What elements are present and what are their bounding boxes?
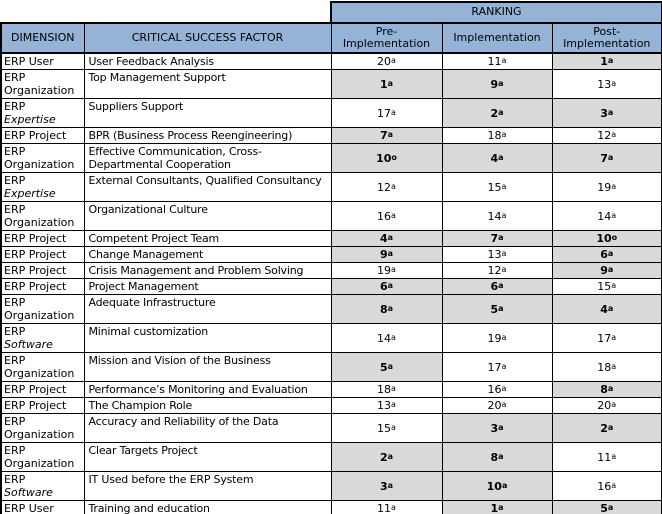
dimension-cell xyxy=(1,263,84,279)
ordinal-superscript: a xyxy=(607,383,614,393)
dimension-cell xyxy=(1,144,84,173)
ordinal-superscript: a xyxy=(391,264,396,274)
table-row xyxy=(1,324,662,353)
table-row xyxy=(1,128,662,144)
ordinal-superscript: a xyxy=(391,383,396,393)
table-row xyxy=(1,382,662,398)
rank-pre-cell: 5$^a$ xyxy=(331,353,442,382)
ordinal-superscript: a xyxy=(611,181,617,191)
dimension-cell xyxy=(1,398,84,414)
rank-post-cell: 17$^a$ xyxy=(552,324,662,353)
ordinal-superscript: a xyxy=(391,55,396,65)
dimension-prefix: ERP xyxy=(4,100,26,113)
column-header-row xyxy=(1,23,662,53)
ordinal-superscript: a xyxy=(501,361,507,371)
dimension-prefix: ERP xyxy=(4,232,26,245)
dimension-name: Project xyxy=(28,129,67,142)
rank-implementation-cell: 8$^a$ xyxy=(442,443,552,472)
table-row xyxy=(1,231,662,247)
rank-implementation-cell: 2$^a$ xyxy=(442,99,552,128)
ordinal-superscript: a xyxy=(607,55,614,65)
dimension-prefix: ERP xyxy=(4,129,26,142)
factor-cell: Project Management xyxy=(84,279,331,295)
ordinal-superscript: o xyxy=(611,232,618,242)
ordinal-superscript: o xyxy=(391,152,397,162)
ordinal-superscript: a xyxy=(387,280,394,290)
dimension-cell xyxy=(1,353,84,382)
ordinal-superscript: a xyxy=(611,480,617,490)
rank-implementation-cell: 7$^a$ xyxy=(442,231,552,247)
rank-implementation-cell: 12$^a$ xyxy=(442,263,552,279)
ordinal-superscript: a xyxy=(501,383,507,393)
ordinal-superscript: a xyxy=(391,181,396,191)
dimension-cell xyxy=(1,247,84,263)
factor-cell: Clear Targets Project xyxy=(84,443,331,472)
dimension-prefix: ERP xyxy=(4,71,26,84)
rank-implementation-cell: 17$^a$ xyxy=(442,353,552,382)
ordinal-superscript: a xyxy=(501,181,507,191)
dimension-name: Organization xyxy=(4,457,75,470)
dimension-name: Project xyxy=(28,399,67,412)
factor-cell: Performance’s Monitoring and Evaluation xyxy=(84,382,331,398)
rank-post-cell: 13$^a$ xyxy=(552,70,662,99)
rank-pre-cell: 12$^a$ xyxy=(331,173,442,202)
dimension-prefix: ERP xyxy=(4,280,26,293)
dimension-name: Project xyxy=(28,264,67,277)
ordinal-superscript: a xyxy=(611,210,617,220)
ordinal-superscript: a xyxy=(387,451,394,461)
dimension-cell xyxy=(1,443,84,472)
rank-implementation-cell: 6$^a$ xyxy=(442,279,552,295)
ordinal-superscript: a xyxy=(391,107,396,117)
rank-pre-cell: 3$^a$ xyxy=(331,472,442,501)
table-row xyxy=(1,414,662,443)
rank-post-cell: 15$^a$ xyxy=(552,279,662,295)
ordinal-superscript: a xyxy=(607,248,614,258)
rank-implementation-cell: 19$^a$ xyxy=(442,324,552,353)
dimension-prefix: ERP xyxy=(4,473,26,486)
ordinal-superscript: a xyxy=(607,502,614,512)
dimension-cell xyxy=(1,99,84,128)
ordinal-superscript: a xyxy=(391,332,396,342)
table-header xyxy=(1,2,662,53)
table-row xyxy=(1,353,662,382)
dimension-prefix: ERP xyxy=(4,174,26,187)
factor-cell: Organizational Culture xyxy=(84,202,331,231)
rank-post-cell: 19$^a$ xyxy=(552,173,662,202)
ordinal-superscript: a xyxy=(498,502,504,512)
table-row xyxy=(1,501,662,514)
rank-post-cell: 9$^a$ xyxy=(552,263,662,279)
ordinal-superscript: a xyxy=(611,451,617,461)
pre-implementation-column-header: Pre-Implementation xyxy=(331,23,442,53)
rank-post-cell: 16$^a$ xyxy=(552,472,662,501)
ordinal-superscript: a xyxy=(501,55,507,65)
rank-implementation-cell: 15$^a$ xyxy=(442,173,552,202)
dimension-name: Expertise xyxy=(4,113,56,126)
table-row xyxy=(1,443,662,472)
rank-implementation-cell: 16$^a$ xyxy=(442,382,552,398)
table-row xyxy=(1,247,662,263)
ordinal-superscript: a xyxy=(498,280,504,290)
ranking-group-row xyxy=(1,2,662,23)
ordinal-superscript: a xyxy=(498,422,504,432)
dimension-prefix: ERP xyxy=(4,415,26,428)
rank-implementation-cell: 20$^a$ xyxy=(442,398,552,414)
factor-cell: Minimal customization xyxy=(84,324,331,353)
ordinal-superscript: a xyxy=(391,422,396,432)
ordinal-superscript: a xyxy=(611,78,617,88)
factor-cell: Crisis Management and Problem Solving xyxy=(84,263,331,279)
rank-implementation-cell: 3$^a$ xyxy=(442,414,552,443)
ordinal-superscript: a xyxy=(611,332,617,342)
rank-implementation-cell: 9$^a$ xyxy=(442,70,552,99)
rank-pre-cell: 18$^a$ xyxy=(331,382,442,398)
dimension-prefix: ERP xyxy=(4,248,26,261)
table-row xyxy=(1,398,662,414)
rank-implementation-cell: 11$^a$ xyxy=(442,53,552,70)
ordinal-superscript: a xyxy=(607,152,614,162)
rank-post-cell: 3$^a$ xyxy=(552,99,662,128)
dimension-cell xyxy=(1,202,84,231)
dimension-prefix: ERP xyxy=(4,145,26,158)
dimension-cell xyxy=(1,128,84,144)
ordinal-superscript: a xyxy=(498,107,504,117)
dimension-cell xyxy=(1,501,84,514)
rank-post-cell: 7$^a$ xyxy=(552,144,662,173)
factor-cell: Mission and Vision of the Business xyxy=(84,353,331,382)
ordinal-superscript: a xyxy=(607,107,614,117)
factor-cell: Accuracy and Reliability of the Data xyxy=(84,414,331,443)
dimension-name: Organization xyxy=(4,309,75,322)
rank-post-cell: 8$^a$ xyxy=(552,382,662,398)
dimension-cell xyxy=(1,382,84,398)
ordinal-superscript: a xyxy=(611,399,617,409)
ordinal-superscript: a xyxy=(501,332,507,342)
dimension-cell xyxy=(1,324,84,353)
rank-pre-cell: 7$^a$ xyxy=(331,128,442,144)
table-row xyxy=(1,263,662,279)
dimension-prefix: ERP xyxy=(4,203,26,216)
rank-pre-cell: 2$^a$ xyxy=(331,443,442,472)
ordinal-superscript: a xyxy=(387,78,394,88)
rank-pre-cell: 17$^a$ xyxy=(331,99,442,128)
ordinal-superscript: a xyxy=(498,232,504,242)
factor-cell: Top Management Support xyxy=(84,70,331,99)
table-row xyxy=(1,202,662,231)
ordinal-superscript: a xyxy=(501,264,507,274)
ordinal-superscript: a xyxy=(501,399,507,409)
ordinal-superscript: a xyxy=(391,210,396,220)
ranking-group-header: RANKING xyxy=(331,2,662,23)
ordinal-superscript: a xyxy=(501,129,507,139)
rank-pre-cell: 10$^o$ xyxy=(331,144,442,173)
post-implementation-column-header: Post-Implementation xyxy=(552,23,662,53)
rank-pre-cell: 14$^a$ xyxy=(331,324,442,353)
factor-cell: Change Management xyxy=(84,247,331,263)
table-row xyxy=(1,173,662,202)
ordinal-superscript: a xyxy=(387,303,394,313)
rank-implementation-cell: 4$^a$ xyxy=(442,144,552,173)
table-row xyxy=(1,70,662,99)
dimension-name: Organization xyxy=(4,216,75,229)
dimension-name: Software xyxy=(4,338,53,351)
dimension-name: Organization xyxy=(4,367,75,380)
rank-pre-cell: 1$^a$ xyxy=(331,70,442,99)
ordinal-superscript: a xyxy=(607,422,614,432)
factor-cell: Suppliers Support xyxy=(84,99,331,128)
rank-pre-cell: 6$^a$ xyxy=(331,279,442,295)
rank-pre-cell: 16$^a$ xyxy=(331,202,442,231)
dimension-name: Organization xyxy=(4,84,75,97)
dimension-name: Organization xyxy=(4,158,75,171)
rank-post-cell: 1$^a$ xyxy=(552,53,662,70)
rank-implementation-cell: 14$^a$ xyxy=(442,202,552,231)
ordinal-superscript: a xyxy=(387,480,394,490)
rank-implementation-cell: 18$^a$ xyxy=(442,128,552,144)
dimension-prefix: ERP xyxy=(4,383,26,396)
rank-post-cell: 18$^a$ xyxy=(552,353,662,382)
rank-implementation-cell: 10$^a$ xyxy=(442,472,552,501)
ordinal-superscript: a xyxy=(498,303,504,313)
factor-cell: BPR (Business Process Reengineering) xyxy=(84,128,331,144)
ordinal-superscript: a xyxy=(501,480,508,490)
dimension-cell xyxy=(1,173,84,202)
dimension-cell xyxy=(1,279,84,295)
table-row xyxy=(1,53,662,70)
rank-pre-cell: 15$^a$ xyxy=(331,414,442,443)
factor-cell: Training and education xyxy=(84,501,331,514)
table-row xyxy=(1,472,662,501)
implementation-column-header: Implementation xyxy=(442,23,552,53)
ordinal-superscript: a xyxy=(501,210,507,220)
ordinal-superscript: a xyxy=(391,399,396,409)
ordinal-superscript: a xyxy=(498,152,504,162)
ordinal-superscript: a xyxy=(498,78,504,88)
rank-post-cell: 14$^a$ xyxy=(552,202,662,231)
rank-implementation-cell: 5$^a$ xyxy=(442,295,552,324)
rank-pre-cell: 11$^a$ xyxy=(331,501,442,514)
table-row xyxy=(1,295,662,324)
dimension-prefix: ERP xyxy=(4,444,26,457)
dimension-cell xyxy=(1,53,84,70)
ordinal-superscript: a xyxy=(611,361,617,371)
ordinal-superscript: a xyxy=(387,232,394,242)
ordinal-superscript: a xyxy=(501,248,507,258)
ordinal-superscript: a xyxy=(607,264,614,274)
rank-pre-cell: 8$^a$ xyxy=(331,295,442,324)
dimension-prefix: ERP xyxy=(4,55,26,68)
dimension-prefix: ERP xyxy=(4,399,26,412)
ordinal-superscript: a xyxy=(387,361,394,371)
rank-pre-cell: 4$^a$ xyxy=(331,231,442,247)
factor-cell: The Champion Role xyxy=(84,398,331,414)
dimension-cell xyxy=(1,295,84,324)
dimension-prefix: ERP xyxy=(4,264,26,277)
rank-post-cell: 4$^a$ xyxy=(552,295,662,324)
dimension-prefix: ERP xyxy=(4,502,26,514)
factor-cell: Competent Project Team xyxy=(84,231,331,247)
dimension-prefix: ERP xyxy=(4,325,26,338)
rank-post-cell: 10$^o$ xyxy=(552,231,662,247)
dimension-cell xyxy=(1,414,84,443)
dimension-cell xyxy=(1,472,84,501)
rank-post-cell: 6$^a$ xyxy=(552,247,662,263)
rank-pre-cell: 13$^a$ xyxy=(331,398,442,414)
blank-corner xyxy=(1,2,331,23)
rank-implementation-cell: 13$^a$ xyxy=(442,247,552,263)
dimension-name: Project xyxy=(28,232,67,245)
csf-ranking-table xyxy=(0,1,662,514)
dimension-name: Project xyxy=(28,280,67,293)
dimension-name: User xyxy=(28,502,54,514)
ordinal-superscript: a xyxy=(387,129,394,139)
ordinal-superscript: a xyxy=(611,129,617,139)
factor-cell: Effective Communication, Cross-Departmental Cooperation xyxy=(84,144,331,173)
table-row xyxy=(1,279,662,295)
ordinal-superscript: a xyxy=(387,248,394,258)
table-body xyxy=(1,53,662,514)
rank-post-cell: 20$^a$ xyxy=(552,398,662,414)
dimension-prefix: ERP xyxy=(4,354,26,367)
dimension-name: Project xyxy=(28,248,67,261)
factor-cell: External Consultants, Qualified Consultancy xyxy=(84,173,331,202)
rank-pre-cell: 9$^a$ xyxy=(331,247,442,263)
dimension-cell xyxy=(1,231,84,247)
dimension-name: Project xyxy=(28,383,67,396)
ordinal-superscript: a xyxy=(611,280,617,290)
rank-post-cell: 5$^a$ xyxy=(552,501,662,514)
rank-implementation-cell: 1$^a$ xyxy=(442,501,552,514)
factor-cell: Adequate Infrastructure xyxy=(84,295,331,324)
ordinal-superscript: a xyxy=(607,303,614,313)
dimension-name: User xyxy=(28,55,54,68)
rank-pre-cell: 19$^a$ xyxy=(331,263,442,279)
rank-post-cell: 11$^a$ xyxy=(552,443,662,472)
dimension-name: Organization xyxy=(4,428,75,441)
csf-column-header: CRITICAL SUCCESS FACTOR xyxy=(84,23,331,53)
factor-cell: User Feedback Analysis xyxy=(84,53,331,70)
rank-post-cell: 12$^a$ xyxy=(552,128,662,144)
dimension-name: Software xyxy=(4,486,53,499)
table-row xyxy=(1,144,662,173)
rank-pre-cell: 20$^a$ xyxy=(331,53,442,70)
ordinal-superscript: a xyxy=(498,451,504,461)
table-row xyxy=(1,99,662,128)
dimension-cell xyxy=(1,70,84,99)
dimension-prefix: ERP xyxy=(4,296,26,309)
dimension-name: Expertise xyxy=(4,187,56,200)
factor-cell: IT Used before the ERP System xyxy=(84,472,331,501)
dimension-column-header: DIMENSION xyxy=(1,23,84,53)
ordinal-superscript: a xyxy=(391,502,396,512)
rank-post-cell: 2$^a$ xyxy=(552,414,662,443)
